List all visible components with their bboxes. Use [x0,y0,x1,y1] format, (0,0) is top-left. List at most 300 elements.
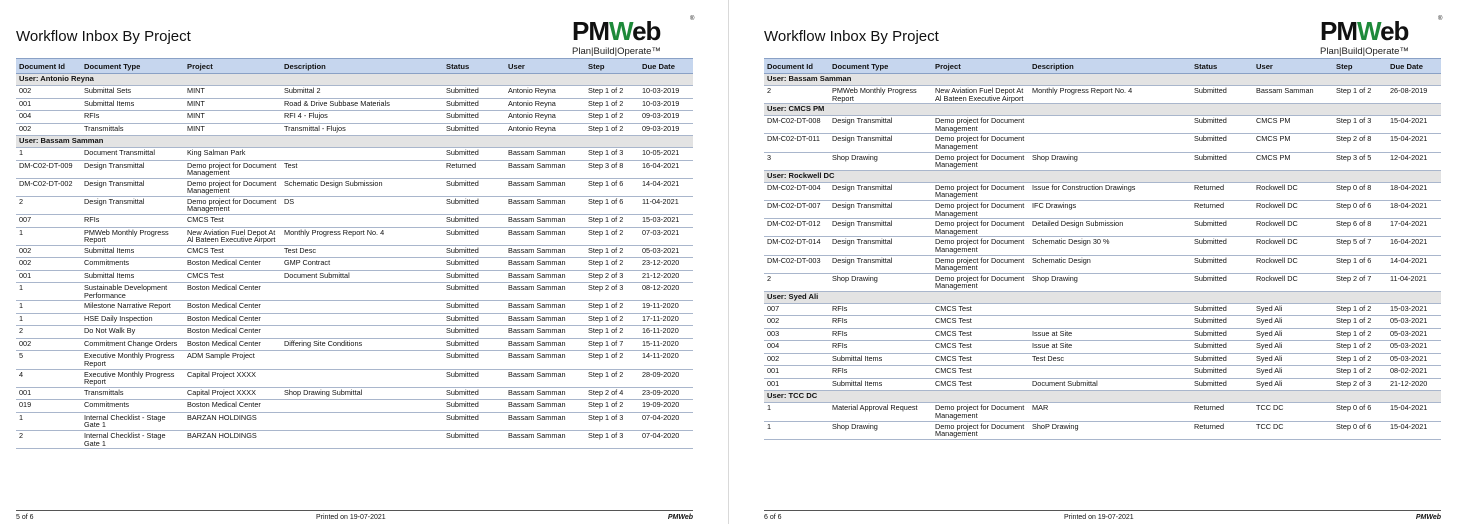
table-cell: IFC Drawings [1029,200,1191,218]
table-cell: 2 [16,431,81,449]
table-cell: Internal Checklist - Stage Gate 1 [81,412,184,430]
table-cell: Design Transmittal [829,182,932,200]
table-cell: Submitted [443,123,505,136]
table-cell: Monthly Progress Report No. 4 [1029,86,1191,104]
table-cell: 15-04-2021 [1387,134,1441,152]
table-cell: Submitted [1191,341,1253,354]
table-cell: Bassam Samman [505,369,585,387]
table-cell: Submitted [443,326,505,339]
table-cell: ShoP Drawing [1029,421,1191,439]
table-cell: 002 [764,353,829,366]
table-cell [1029,366,1191,379]
table-cell: 15-03-2021 [1387,303,1441,316]
table-cell: Submitted [1191,303,1253,316]
table-cell: Demo project for Document Management [932,273,1029,291]
user-group-label: User: Rockwell DC [764,170,1441,182]
table-cell: RFIs [829,341,932,354]
table-cell: Design Transmittal [81,160,184,178]
table-cell: Shop Drawing [829,152,932,170]
user-group-label: User: CMCS PM [764,104,1441,116]
table-cell: BARZAN HOLDINGS [184,412,281,430]
table-cell: Step 1 of 2 [1333,316,1387,329]
table-row [16,283,693,301]
table-cell: Issue at Site [1029,328,1191,341]
table-cell: Do Not Walk By [81,326,184,339]
user-group-row [764,391,1441,403]
column-header: Document Type [829,59,932,74]
table-cell: New Aviation Fuel Depot At Al Bateen Executive Airport [932,86,1029,104]
table-row [764,273,1441,291]
table-cell: Demo project for Document Management [932,255,1029,273]
table-cell: Step 2 of 3 [1333,378,1387,391]
table-cell: Step 1 of 2 [585,111,639,124]
table-cell: 09-03-2019 [639,111,693,124]
table-cell: Syed Ali [1253,378,1333,391]
table-cell: Submitted [443,196,505,214]
table-cell: Step 6 of 8 [1333,219,1387,237]
column-header: User [505,59,585,74]
table-cell: Submittal Items [829,353,932,366]
table-cell: Bassam Samman [505,301,585,314]
table-cell [1029,134,1191,152]
table-cell: Submitted [1191,255,1253,273]
table-cell: 001 [764,366,829,379]
table-row [16,338,693,351]
table-cell: Bassam Samman [505,258,585,271]
page-divider [728,0,729,524]
table-cell: Submittal Items [81,245,184,258]
table-cell: Bassam Samman [505,431,585,449]
table-cell: Boston Medical Center [184,400,281,413]
table-header-row [764,59,1441,74]
table-row [16,111,693,124]
table-cell: 28-09-2020 [639,369,693,387]
table-cell: Submitted [443,313,505,326]
table-row [16,196,693,214]
table-cell: Demo project for Document Management [932,219,1029,237]
column-header: Project [184,59,281,74]
table-cell: 15-04-2021 [1387,116,1441,134]
table-cell: Antonio Reyna [505,86,585,99]
table-cell: Step 1 of 2 [1333,341,1387,354]
table-cell: 5 [16,351,81,369]
table-row [16,301,693,314]
table-cell: Schematic Design [1029,255,1191,273]
table-row [16,400,693,413]
table-cell: 14-11-2020 [639,351,693,369]
table-cell: 15-03-2021 [639,215,693,228]
table-cell: 11-04-2021 [1387,273,1441,291]
column-header: User [1253,59,1333,74]
table-cell: Bassam Samman [505,227,585,245]
table-cell: CMCS Test [184,245,281,258]
table-cell: 11-04-2021 [639,196,693,214]
table-cell: 15-04-2021 [1387,421,1441,439]
table-cell: MINT [184,98,281,111]
table-cell: Transmittals [81,123,184,136]
table-cell: 23-09-2020 [639,387,693,400]
table-cell: Submitted [443,178,505,196]
table-cell: Step 1 of 2 [585,123,639,136]
table-cell: Step 1 of 2 [1333,353,1387,366]
table-cell: New Aviation Fuel Depot At Al Bateen Executive Airport [184,227,281,245]
table-cell: 14-04-2021 [1387,255,1441,273]
printed-date: Printed on 19-07-2021 [1064,514,1134,521]
table-cell: RFIs [829,303,932,316]
table-cell [281,215,443,228]
table-cell: Step 5 of 7 [1333,237,1387,255]
table-row [764,341,1441,354]
page-number: 6 of 6 [764,514,782,521]
table-cell: RFIs [829,316,932,329]
table-cell: 16-04-2021 [639,160,693,178]
table-cell: Document Transmittal [81,148,184,161]
table-cell: Boston Medical Center [184,326,281,339]
table-cell: 19-11-2020 [639,301,693,314]
table-cell: Submitted [443,431,505,449]
column-header: Status [1191,59,1253,74]
table-cell: Step 0 of 8 [1333,182,1387,200]
table-cell: 17-04-2021 [1387,219,1441,237]
table-cell: Executive Monthly Progress Report [81,351,184,369]
table-cell: Document Submittal [281,270,443,283]
table-cell: Commitments [81,400,184,413]
table-row [764,219,1441,237]
table-row [16,313,693,326]
table-cell: Submitted [1191,86,1253,104]
table-cell: 05-03-2021 [1387,353,1441,366]
table-cell: MINT [184,111,281,124]
user-group-label: User: TCC DC [764,391,1441,403]
table-cell: Shop Drawing Submittal [281,387,443,400]
table-cell: Step 1 of 2 [585,301,639,314]
table-cell: Submitted [443,301,505,314]
table-cell: 2 [16,326,81,339]
table-cell: DM-C02-DT-011 [764,134,829,152]
column-header: Document Id [764,59,829,74]
table-cell: Submitted [1191,219,1253,237]
table-cell: Bassam Samman [505,196,585,214]
table-cell: Bassam Samman [1253,86,1333,104]
table-cell: Syed Ali [1253,328,1333,341]
table-cell: HSE Daily Inspection [81,313,184,326]
table-cell: 05-03-2021 [1387,341,1441,354]
table-cell: Step 1 of 7 [585,338,639,351]
user-group-label: User: Bassam Samman [16,136,693,148]
table-cell: Submitted [443,215,505,228]
table-row [16,215,693,228]
table-cell: Demo project for Document Management [932,237,1029,255]
table-cell: Step 1 of 2 [585,351,639,369]
table-row [16,148,693,161]
table-cell: Rockwell DC [1253,255,1333,273]
table-row [764,303,1441,316]
table-cell: Submitted [443,387,505,400]
table-cell: CMCS Test [932,328,1029,341]
table-cell: 09-03-2019 [639,123,693,136]
table-cell [281,369,443,387]
table-cell: King Salman Park [184,148,281,161]
table-cell: Submitted [443,283,505,301]
table-cell: 26-08-2019 [1387,86,1441,104]
table-row [764,378,1441,391]
table-cell: Rockwell DC [1253,219,1333,237]
table-cell: 4 [16,369,81,387]
table-cell: 019 [16,400,81,413]
workflow-table [764,58,1441,440]
table-cell: Submitted [1191,353,1253,366]
table-cell: Bassam Samman [505,412,585,430]
table-cell: Submitted [443,227,505,245]
user-group-row [764,170,1441,182]
user-group-row [16,74,693,86]
table-cell: Transmittals [81,387,184,400]
table-cell: Bassam Samman [505,313,585,326]
table-row [764,116,1441,134]
table-cell: 1 [764,403,829,421]
table-cell: Submittal 2 [281,86,443,99]
table-cell: Bassam Samman [505,178,585,196]
table-cell: Step 0 of 6 [1333,403,1387,421]
table-cell: 002 [16,258,81,271]
table-cell: Step 1 of 3 [585,412,639,430]
table-cell: Material Approval Request [829,403,932,421]
table-cell: PMWeb Monthly Progress Report [829,86,932,104]
table-cell [281,283,443,301]
table-cell: 05-03-2021 [639,245,693,258]
user-group-label: User: Syed Ali [764,291,1441,303]
table-row [764,353,1441,366]
table-cell: Step 1 of 2 [585,326,639,339]
table-cell: Submitted [443,86,505,99]
table-cell: Rockwell DC [1253,237,1333,255]
table-cell [281,351,443,369]
table-cell: 002 [16,245,81,258]
table-cell: CMCS PM [1253,116,1333,134]
table-cell: Bassam Samman [505,148,585,161]
workflow-table [16,58,693,449]
table-row [16,351,693,369]
table-cell: Submittal Sets [81,86,184,99]
table-cell: Rockwell DC [1253,200,1333,218]
table-cell: Bassam Samman [505,160,585,178]
table-cell: Demo project for Document Management [932,182,1029,200]
table-cell: Step 1 of 2 [585,313,639,326]
table-cell: Demo project for Document Management [932,134,1029,152]
table-cell: Step 1 of 2 [585,369,639,387]
table-cell: Submitted [1191,152,1253,170]
table-cell: 2 [16,196,81,214]
table-cell: Issue at Site [1029,341,1191,354]
table-row [16,326,693,339]
table-cell: TCC DC [1253,421,1333,439]
table-cell [281,148,443,161]
table-cell: Submitted [1191,116,1253,134]
table-cell: Design Transmittal [829,134,932,152]
table-cell: Rockwell DC [1253,182,1333,200]
table-cell: Submitted [1191,134,1253,152]
table-cell: Step 2 of 4 [585,387,639,400]
table-cell: Bassam Samman [505,400,585,413]
table-cell: 05-03-2021 [1387,328,1441,341]
table-cell: 18-04-2021 [1387,182,1441,200]
table-cell: TCC DC [1253,403,1333,421]
table-cell: Returned [1191,182,1253,200]
table-cell: Step 1 of 3 [585,148,639,161]
table-cell: Commitment Change Orders [81,338,184,351]
page-number: 5 of 6 [16,514,34,521]
table-cell [1029,316,1191,329]
table-cell: 21-12-2020 [639,270,693,283]
table-cell: Issue for Construction Drawings [1029,182,1191,200]
table-cell: 2 [764,86,829,104]
table-cell: Returned [1191,200,1253,218]
table-cell: RFIs [829,366,932,379]
table-cell: Document Submittal [1029,378,1191,391]
table-row [764,255,1441,273]
table-cell: 2 [764,273,829,291]
table-cell: DM-C02-DT-002 [16,178,81,196]
table-cell: Step 1 of 3 [585,431,639,449]
table-cell: Demo project for Document Management [184,160,281,178]
table-header-row [16,59,693,74]
table-cell: Test Desc [281,245,443,258]
table-cell: 10-05-2021 [639,148,693,161]
table-row [764,134,1441,152]
table-cell: RFI 4 - Flujos [281,111,443,124]
table-cell: Submitted [443,400,505,413]
footer-brand: PMWeb [667,514,693,521]
table-row [16,178,693,196]
table-row [16,412,693,430]
table-cell: Schematic Design Submission [281,178,443,196]
table-cell: Syed Ali [1253,341,1333,354]
table-cell: Step 3 of 8 [585,160,639,178]
table-cell: Detailed Design Submission [1029,219,1191,237]
pmweb-logo: PMWeb ® Plan|Build|Operate™ [572,16,695,57]
table-cell: 1 [16,227,81,245]
table-cell: 1 [764,421,829,439]
table-cell: Transmittal - Flujos [281,123,443,136]
printed-date: Printed on 19-07-2021 [316,514,386,521]
table-cell: Syed Ali [1253,303,1333,316]
table-cell: CMCS Test [932,303,1029,316]
table-row [764,366,1441,379]
table-cell: 004 [764,341,829,354]
table-cell: Demo project for Document Management [932,421,1029,439]
page-footer [764,510,1441,521]
table-cell: DM-C02-DT-012 [764,219,829,237]
table-cell: Shop Drawing [1029,152,1191,170]
table-cell: Step 1 of 2 [1333,328,1387,341]
column-header: Status [443,59,505,74]
page-footer [16,510,693,521]
table-cell: Capital Project XXXX [184,369,281,387]
table-cell: 12-04-2021 [1387,152,1441,170]
table-cell: Submitted [443,338,505,351]
table-cell: Design Transmittal [829,116,932,134]
table-row [764,328,1441,341]
user-group-label: User: Antonio Reyna [16,74,693,86]
table-cell: 16-04-2021 [1387,237,1441,255]
table-cell [281,301,443,314]
table-cell: 10-03-2019 [639,86,693,99]
table-cell: Shop Drawing [829,421,932,439]
table-cell: Road & Drive Subbase Materials [281,98,443,111]
table-cell: 07-04-2020 [639,412,693,430]
table-cell: Submitted [443,369,505,387]
table-row [16,86,693,99]
table-cell: Boston Medical Center [184,258,281,271]
report-page-right [748,0,1458,524]
column-header: Step [1333,59,1387,74]
table-cell: 001 [764,378,829,391]
table-cell: RFIs [81,111,184,124]
table-cell: Step 3 of 5 [1333,152,1387,170]
table-cell: 07-03-2021 [639,227,693,245]
table-row [16,369,693,387]
table-cell: Submitted [443,148,505,161]
table-cell: Shop Drawing [829,273,932,291]
table-cell: MINT [184,123,281,136]
table-cell: Step 1 of 6 [585,178,639,196]
table-cell: Step 1 of 2 [585,98,639,111]
user-group-row [764,74,1441,86]
table-cell: Submitted [443,245,505,258]
table-cell: Demo project for Document Management [932,403,1029,421]
table-cell: Step 1 of 2 [585,227,639,245]
table-cell: Boston Medical Center [184,338,281,351]
column-header: Document Type [81,59,184,74]
table-cell: 14-04-2021 [639,178,693,196]
table-cell: CMCS Test [184,270,281,283]
table-cell: CMCS Test [932,366,1029,379]
table-cell: Submitted [443,412,505,430]
pmweb-logo: PMWeb ® Plan|Build|Operate™ [1320,16,1443,57]
table-cell: 007 [764,303,829,316]
table-cell: Submitted [1191,237,1253,255]
table-row [16,431,693,449]
table-cell: Bassam Samman [505,283,585,301]
table-row [16,123,693,136]
table-cell: 19-09-2020 [639,400,693,413]
table-cell: Bassam Samman [505,387,585,400]
column-header: Due Date [639,59,693,74]
table-cell: Step 1 of 2 [585,245,639,258]
table-cell: Bassam Samman [505,215,585,228]
table-cell: Step 1 of 3 [1333,116,1387,134]
table-cell: 08-12-2020 [639,283,693,301]
table-cell: 1 [16,301,81,314]
table-cell: 1 [16,313,81,326]
report-title: Workflow Inbox By Project [16,28,191,45]
table-cell: MINT [184,86,281,99]
table-cell: Submitted [443,98,505,111]
user-group-row [764,291,1441,303]
table-row [764,316,1441,329]
table-cell: 001 [16,387,81,400]
table-cell: Test Desc [1029,353,1191,366]
table-cell: Schematic Design 30 % [1029,237,1191,255]
table-cell [281,400,443,413]
report-title: Workflow Inbox By Project [764,28,939,45]
table-cell: DM-C02-DT-014 [764,237,829,255]
table-cell: Boston Medical Center [184,283,281,301]
table-cell: Design Transmittal [81,196,184,214]
table-cell: 1 [16,283,81,301]
table-cell: Shop Drawing [1029,273,1191,291]
table-cell: 001 [16,270,81,283]
